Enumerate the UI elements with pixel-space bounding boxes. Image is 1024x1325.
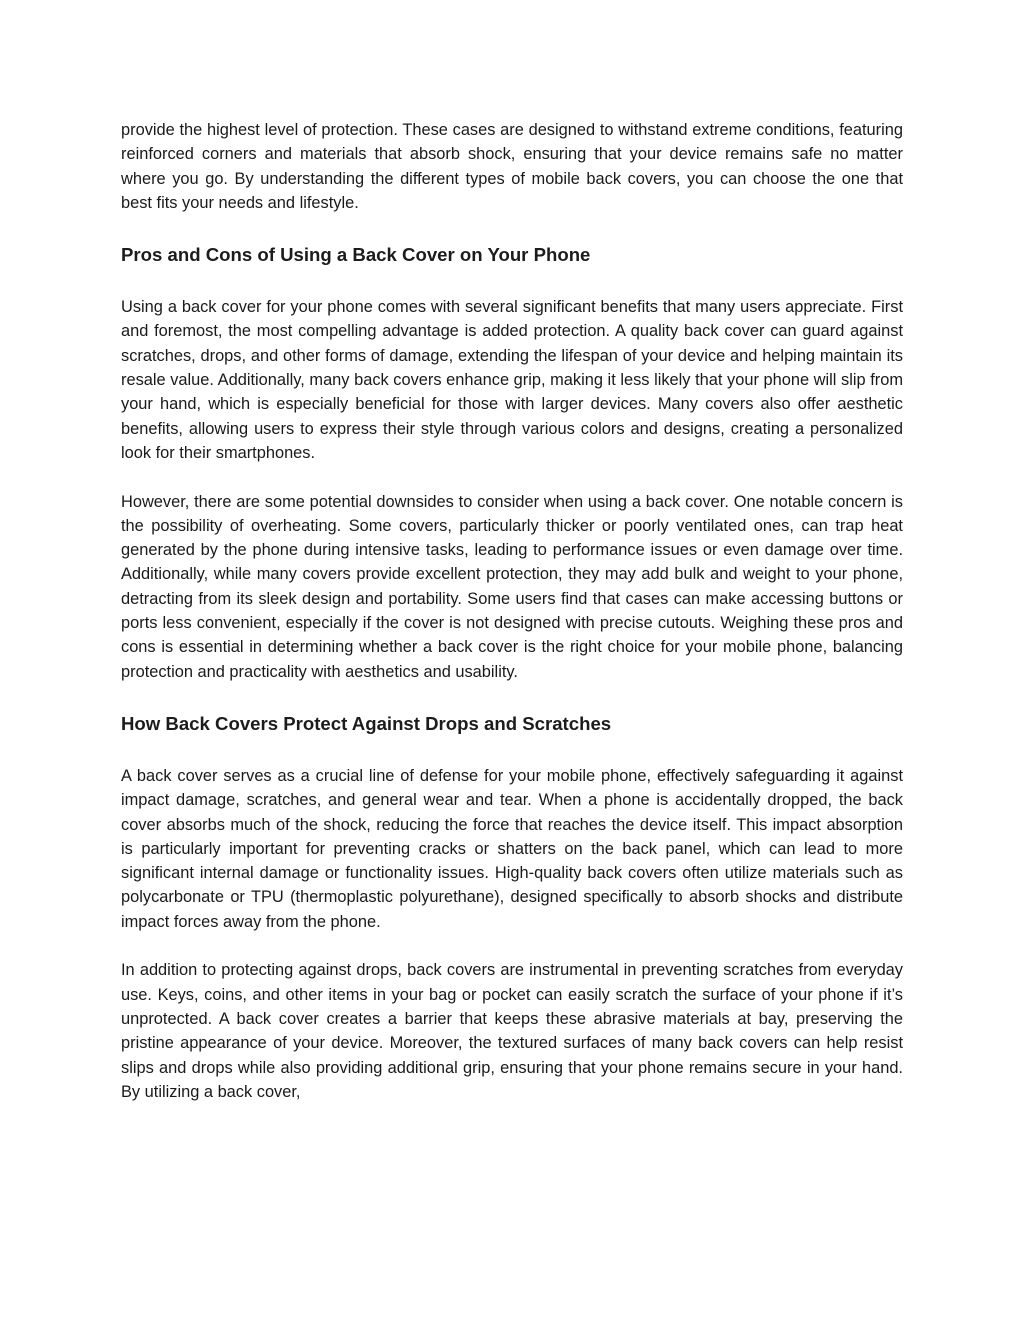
pros-paragraph: Using a back cover for your phone comes with several significant benefits that many users appreciate. First and foremost, the most compelling advantage is added protection. A quality back cover can guard against scratches, drops, and other forms of damage, extending the lifespan of your device and helping maintain its resale value. Additionally, many back covers enhance grip, making it less likely that your phone will slip from your hand, which is especially beneficial for those with larger devices. Many covers also offer aesthetic benefits, allowing users to express their style through various colors and designs, creating a personalized look for their smartphones. [121,298,903,462]
intro-paragraph: provide the highest level of protection. These cases are designed to withstand extreme conditions, featuring reinforced corners and materials that absorb shock, ensuring that your device remains safe no matter where you go. By understanding the different types of mobile back covers, you can choose the one that best fits your needs and lifestyle. [121,121,903,212]
section-heading-pros-cons: Pros and Cons of Using a Back Cover on Your Phone [121,244,591,266]
cons-paragraph: However, there are some potential downsides to consider when using a back cover. One notable concern is the possibility of overheating. Some covers, particularly thicker or poorly ventilated ones, can trap heat generated by the phone during intensive tasks, leading to performance issues or even damage over time. Additionally, while many covers provide excellent protection, they may add bulk and weight to your phone, detracting from its sleek design and portability. Some users find that cases can make accessing buttons or ports less convenient, especially if the cover is not designed with precise cutouts. Weighing these pros and cons is essential in determining whether a back cover is the right choice for your mobile phone, balancing protection and practicality with aesthetics and usability. [121,492,903,681]
drops-paragraph: A back cover serves as a crucial line of defense for your mobile phone, effectively safeguarding it against impact damage, scratches, and general wear and tear. When a phone is accidentally dropped, the back cover absorbs much of the shock, reducing the force that reaches the device itself. This impact absorption is particularly important for preventing cracks or shatters on the back panel, which can lead to more significant internal damage or functionality issues. High-quality back covers often utilize materials such as polycarbonate or TPU (thermoplastic polyurethane), designed specifically to absorb shocks and distribute impact forces away from the phone. [121,766,903,931]
document-page [121,118,903,1104]
section-heading-protection: How Back Covers Protect Against Drops and Scratches [121,712,612,734]
scratches-paragraph: In addition to protecting against drops, back covers are instrumental in preventing scratches from everyday use. Keys, coins, and other items in your bag or pocket can easily scratch the surface of your phone if it’s unprotected. A back cover creates a barrier that keeps these abrasive materials at bay, preserving the pristine appearance of your device. Moreover, the textured surfaces of many back covers can help resist slips and drops while also providing additional grip, ensuring that your phone remains secure in your hand. By utilizing a back cover, [121,961,903,1101]
